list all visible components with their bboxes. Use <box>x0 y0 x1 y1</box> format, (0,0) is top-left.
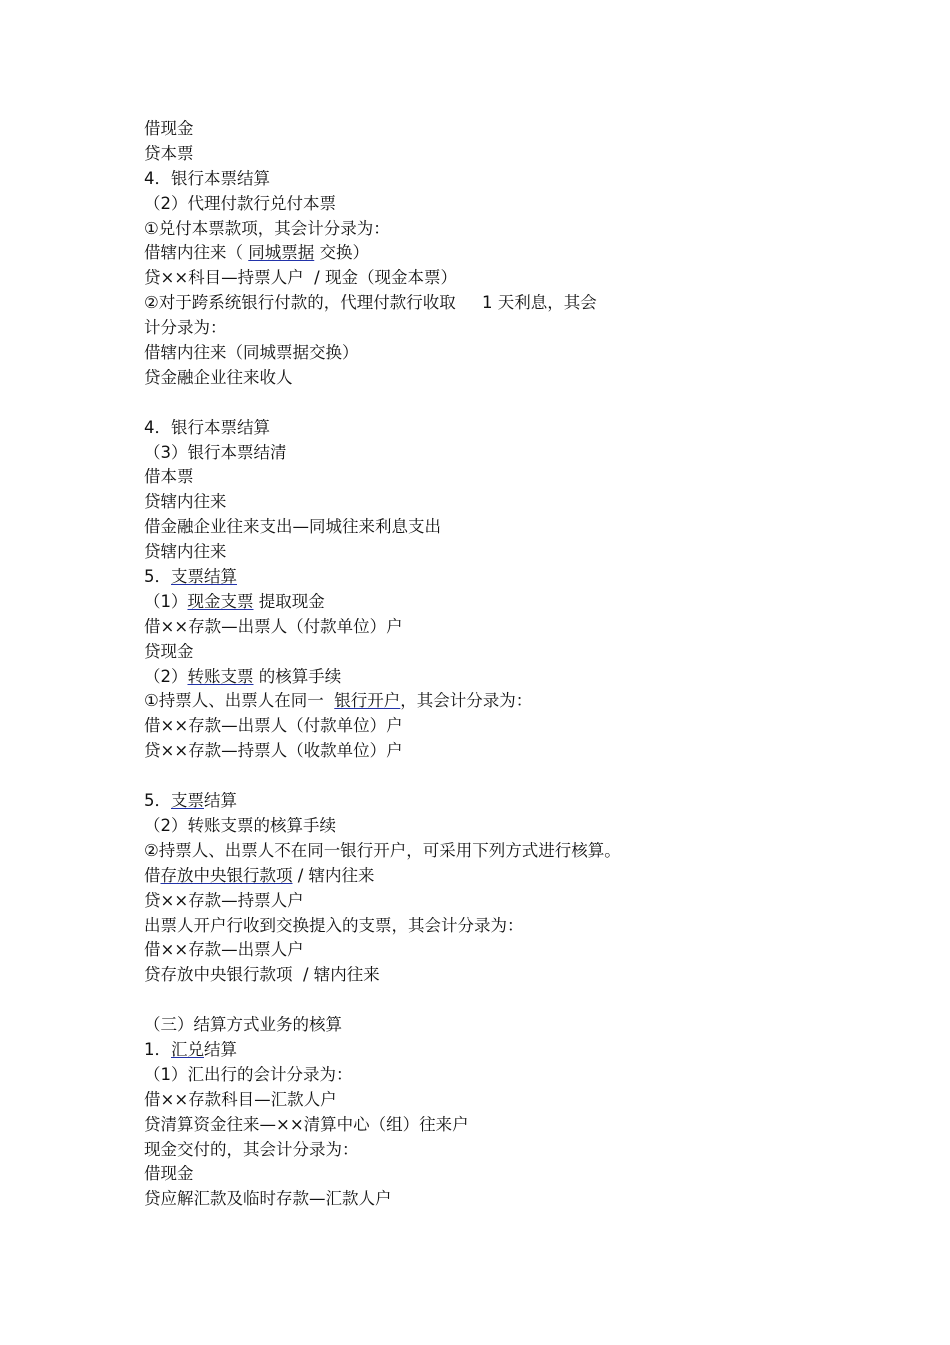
hyperlink[interactable]: 支票 <box>171 791 204 811</box>
line-text-after: 提取现金 <box>253 591 325 611</box>
text-line <box>144 565 844 590</box>
blank-line <box>144 988 844 1013</box>
text-line: 借××存款—出票人（付款单位）户 <box>144 616 403 636</box>
hyperlink[interactable]: 转账支票 <box>187 666 254 686</box>
text-line: 借金融企业往来支出—同城往来利息支出 <box>144 517 441 537</box>
text-line <box>144 1038 844 1063</box>
text-line: （3）银行本票结清 <box>144 442 287 462</box>
text-line: 贷辖内往来 <box>144 492 227 512</box>
hyperlink[interactable]: 现金支票 <box>187 591 254 611</box>
line-text-before: 借 <box>144 865 161 885</box>
line-text-after: / 辖内往来 <box>292 865 375 885</box>
text-line: 贷应解汇款及临时存款—汇款人户 <box>144 1189 392 1209</box>
text-line: 出票人开户行收到交换提入的支票，其会计分录为： <box>144 915 524 935</box>
text-line: （2）代理付款行兑付本票 <box>144 193 336 213</box>
text-line <box>144 864 844 889</box>
text-line: 贷××科目—持票人户 / 现金（现金本票） <box>144 268 457 288</box>
text-line: ②持票人、出票人不在同一银行开户，可采用下列方式进行核算。 <box>144 840 621 860</box>
line-text-after: 的核算手续 <box>253 666 342 686</box>
text-line: 借××存款科目—汇款人户 <box>144 1089 337 1109</box>
text-line: 贷现金 <box>144 641 194 661</box>
blank-line <box>144 764 844 789</box>
text-line: 4．银行本票结算 <box>144 168 270 188</box>
hyperlink[interactable]: 同城票据 <box>248 243 315 263</box>
text-line: 借××存款—出票人户 <box>144 940 304 960</box>
line-text-before: 5． <box>144 791 171 811</box>
hyperlink[interactable]: 存放中央银行款项 <box>160 865 293 885</box>
text-line: 计分录为： <box>144 318 227 338</box>
text-line <box>144 689 844 714</box>
line-text-before: 1． <box>144 1039 171 1059</box>
line-text-before: （1） <box>144 591 188 611</box>
text-line: 贷清算资金往来—××清算中心（组）往来户 <box>144 1114 469 1134</box>
text-line: 借××存款—出票人（付款单位）户 <box>144 716 403 736</box>
blank-line <box>144 391 844 416</box>
text-line: 贷存放中央银行款项 / 辖内往来 <box>144 965 380 985</box>
hyperlink[interactable]: 银行开户 <box>334 691 401 711</box>
text-line: 借辖内往来（同城票据交换） <box>144 343 359 363</box>
text-line: 借现金 <box>144 1164 194 1184</box>
text-line: ①兑付本票款项，其会计分录为： <box>144 218 390 238</box>
line-text-before: ①持票人、出票人在同一 <box>144 691 335 711</box>
text-line: （2）转账支票的核算手续 <box>144 815 336 835</box>
text-line: 贷本票 <box>144 143 194 163</box>
text-line: 贷××存款—持票人（收款单位）户 <box>144 741 403 761</box>
text-line <box>144 590 844 615</box>
text-line <box>144 241 844 266</box>
hyperlink[interactable]: 汇兑 <box>171 1039 204 1059</box>
text-line: 贷辖内往来 <box>144 542 227 562</box>
text-line: 贷××存款—持票人户 <box>144 890 304 910</box>
line-text-before: 5． <box>144 567 171 587</box>
line-text-before: （2） <box>144 666 188 686</box>
text-line: 借现金 <box>144 119 194 138</box>
text-line: （三）结算方式业务的核算 <box>144 1015 342 1035</box>
text-line: 借本票 <box>144 467 194 487</box>
text-line: 贷金融企业往来收人 <box>144 367 293 387</box>
line-text-after: 交换） <box>314 243 369 263</box>
text-line <box>144 665 844 690</box>
text-line <box>144 789 844 814</box>
text-line: （1）汇出行的会计分录为： <box>144 1064 353 1084</box>
line-text-before: 借辖内往来（ <box>144 243 249 263</box>
text-line: ②对于跨系统银行付款的，代理付款行收取 1 天利息，其会 <box>144 293 597 313</box>
line-text-after: 结算 <box>204 791 237 811</box>
document-body <box>144 117 844 1212</box>
text-line: 4．银行本票结算 <box>144 417 270 437</box>
text-line: 现金交付的，其会计分录为： <box>144 1139 359 1159</box>
hyperlink[interactable]: 支票结算 <box>171 567 237 587</box>
line-text-after: ，其会计分录为： <box>400 691 533 711</box>
line-text-after: 结算 <box>204 1039 237 1059</box>
